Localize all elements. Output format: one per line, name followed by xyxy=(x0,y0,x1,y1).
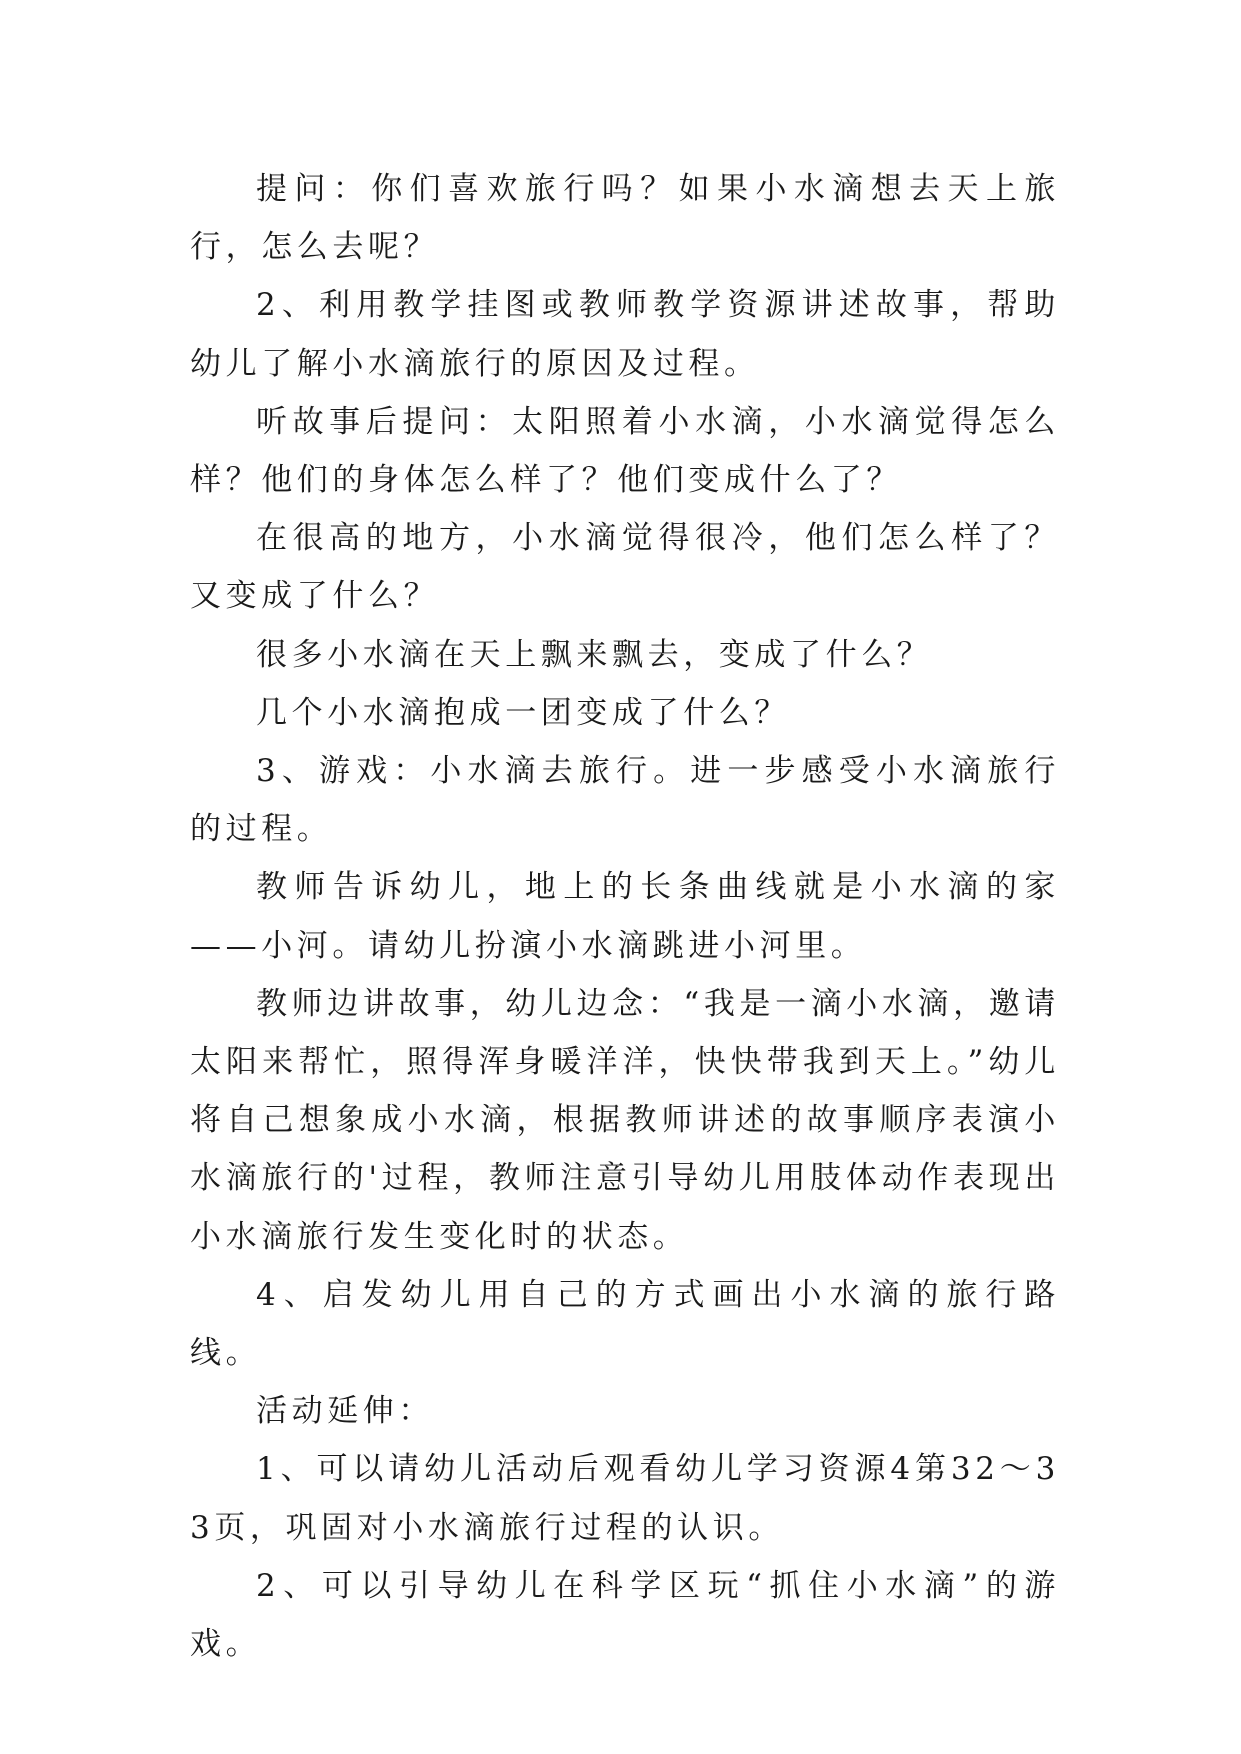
paragraph-step-2: 2、利用教学挂图或教师教学资源讲述故事，帮助幼儿了解小水滴旅行的原因及过程。 xyxy=(190,287,1060,382)
paragraph-extension-heading: 活动延伸： xyxy=(256,1393,434,1430)
paragraph-after-story-question: 听故事后提问：太阳照着小水滴，小水滴觉得怎么样？他们的身体怎么样了？他们变成什么了？ xyxy=(190,403,1060,499)
paragraph-floating: 很多小水滴在天上飘来飘去，变成了什么？ xyxy=(256,636,933,673)
document-body xyxy=(190,160,1060,1673)
paragraph-chant: 教师边讲故事，幼儿边念：“我是一滴小水滴，邀请太阳来帮忙，照得浑身暖洋洋，快快带我到天上。”幼儿将自己想象成小水滴，根据教师讲述的故事顺序表演小水滴旅行的'过程，教师注意引导幼儿用肢体动作表现出小水滴旅行发生变化时的状态。 xyxy=(190,985,1060,1255)
paragraph-huddle: 几个小水滴抱成一团变成了什么？ xyxy=(256,694,790,731)
paragraph-step-3: 3、游戏：小水滴去旅行。进一步感受小水滴旅行的过程。 xyxy=(190,753,1060,848)
paragraph-river: 教师告诉幼儿，地上的长条曲线就是小水滴的家——小河。请幼儿扮演小水滴跳进小河里。 xyxy=(190,869,1060,964)
paragraph-extension-2: 2、可以引导幼儿在科学区玩“抓住小水滴”的游戏。 xyxy=(190,1567,1060,1663)
paragraph-high-place: 在很高的地方，小水滴觉得很冷，他们怎么样了？又变成了什么？ xyxy=(190,520,1060,615)
paragraph-step-4: 4、启发幼儿用自己的方式画出小水滴的旅行路线。 xyxy=(190,1276,1060,1372)
paragraph-extension-1: 1、可以请幼儿活动后观看幼儿学习资源4第32～33页，巩固对小水滴旅行过程的认识。 xyxy=(190,1451,1060,1546)
paragraph-question-travel: 提问：你们喜欢旅行吗？如果小水滴想去天上旅行，怎么去呢？ xyxy=(190,171,1060,266)
